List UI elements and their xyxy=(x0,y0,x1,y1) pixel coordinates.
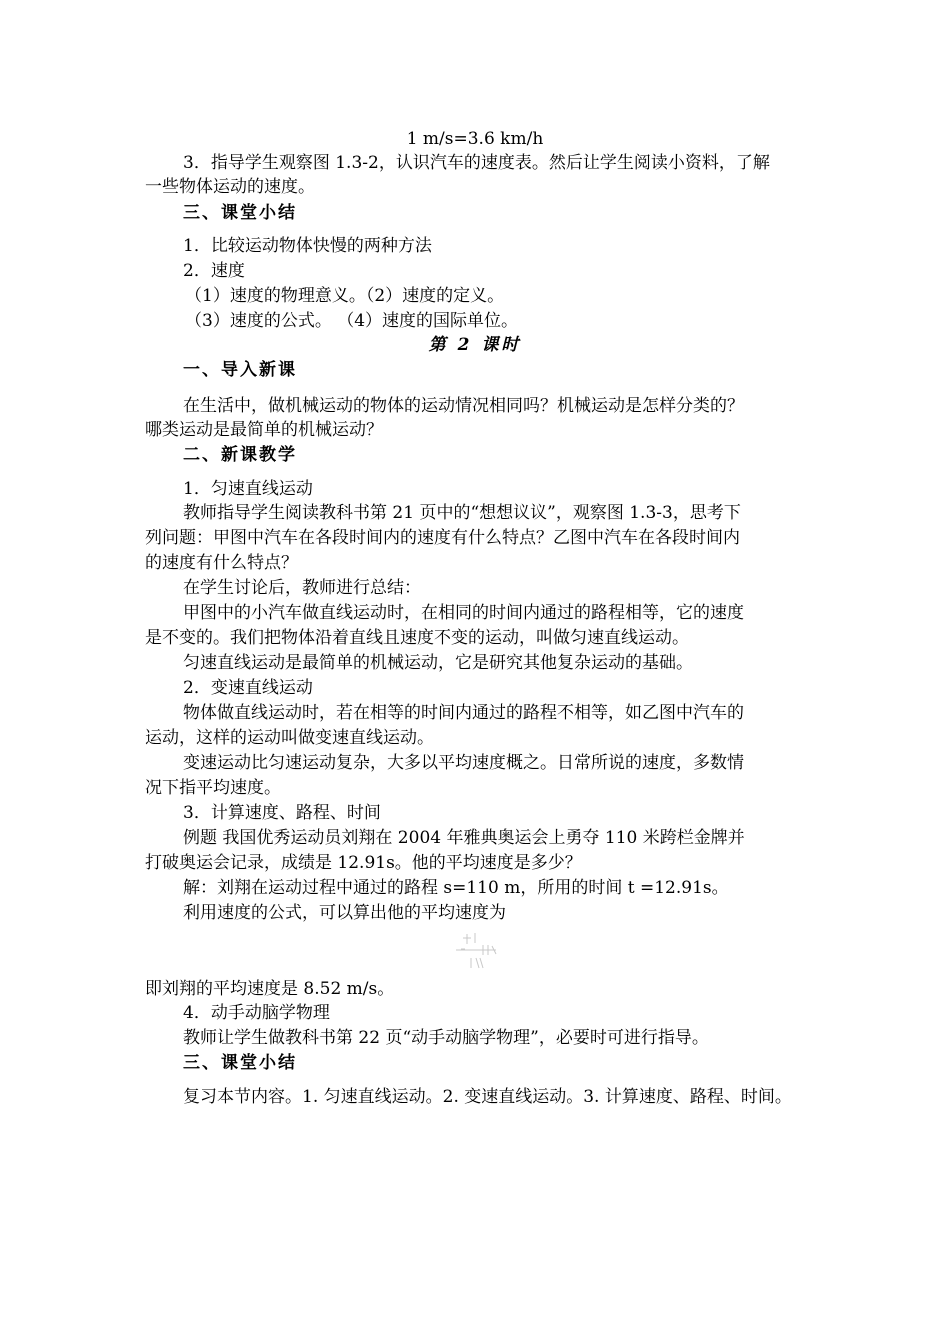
paragraph-line: 打破奥运会记录，成绩是 12.91s。他的平均速度是多少？ xyxy=(145,853,582,873)
paragraph-line: 利用速度的公式，可以算出他的平均速度为 xyxy=(183,903,506,923)
paragraph-line: 的速度有什么特点？ xyxy=(145,553,298,573)
paragraph-line: 物体做直线运动时，若在相等的时间内通过的路程不相等，如乙图中汽车的 xyxy=(183,703,744,723)
paragraph-line: 教师让学生做教科书第 22 页“动手动脑学物理”，必要时可进行指导。 xyxy=(183,1028,709,1048)
paragraph-line: 3．指导学生观察图 1.3-2，认识汽车的速度表。然后让学生阅读小资料，了解 xyxy=(183,153,770,173)
paragraph-line: 变速运动比匀速运动复杂，大多以平均速度概之。日常所说的速度，多数情 xyxy=(183,753,744,773)
paragraph-line: 例题 我国优秀运动员刘翔在 2004 年雅典奥运会上勇夺 110 米跨栏金牌并 xyxy=(183,828,745,848)
list-item: 4．动手动脑学物理 xyxy=(183,1003,330,1023)
list-item: 1．比较运动物体快慢的两种方法 xyxy=(183,236,432,256)
section-heading: 三、课堂小结 xyxy=(183,1053,297,1073)
paragraph-line: 匀速直线运动是最简单的机械运动，它是研究其他复杂运动的基础。 xyxy=(183,653,693,673)
list-item: 3．计算速度、路程、时间 xyxy=(183,803,381,823)
list-item: 2．速度 xyxy=(183,261,245,281)
paragraph-line: 况下指平均速度。 xyxy=(145,778,281,798)
section-heading: 二、新课教学 xyxy=(183,445,297,465)
list-item: （3）速度的公式。 （4）速度的国际单位。 xyxy=(185,311,519,331)
section-heading: 一、导入新课 xyxy=(183,360,297,380)
paragraph-line: 一些物体运动的速度。 xyxy=(145,177,315,197)
paragraph-line: 列问题：甲图中汽车在各段时间内的速度有什么特点？乙图中汽车在各段时间内 xyxy=(145,528,740,548)
paragraph-line: 运动，这样的运动叫做变速直线运动。 xyxy=(145,728,434,748)
list-item: （1）速度的物理意义。（2）速度的定义。 xyxy=(185,286,505,306)
paragraph-line: 复习本节内容。1. 匀速直线运动。2. 变速直线运动。3. 计算速度、路程、时间。 xyxy=(183,1087,792,1107)
paragraph-line: 在生活中，做机械运动的物体的运动情况相同吗？机械运动是怎样分类的？ xyxy=(183,396,744,416)
velocity-formula-image xyxy=(453,928,499,972)
paragraph-line: 是不变的。我们把物体沿着直线且速度不变的运动，叫做匀速直线运动。 xyxy=(145,628,689,648)
paragraph-line: 即刘翔的平均速度是 8.52 m/s。 xyxy=(145,979,395,999)
paragraph-line: 解：刘翔在运动过程中通过的路程 s=110 m，所用的时间 t =12.91s。 xyxy=(183,878,729,898)
paragraph-line: 甲图中的小汽车做直线运动时，在相同的时间内通过的路程相等，它的速度 xyxy=(183,603,744,623)
unit-conversion: 1 m/s=3.6 km/h xyxy=(406,129,544,149)
lesson-title: 第 2 课时 xyxy=(428,335,522,355)
list-item: 2．变速直线运动 xyxy=(183,678,313,698)
section-heading: 三、课堂小结 xyxy=(183,203,297,223)
paragraph-line: 在学生讨论后，教师进行总结： xyxy=(183,578,421,598)
paragraph-line: 哪类运动是最简单的机械运动？ xyxy=(145,420,383,440)
paragraph-line: 教师指导学生阅读教科书第 21 页中的“想想议议”，观察图 1.3-3，思考下 xyxy=(183,503,741,523)
list-item: 1．匀速直线运动 xyxy=(183,479,313,499)
